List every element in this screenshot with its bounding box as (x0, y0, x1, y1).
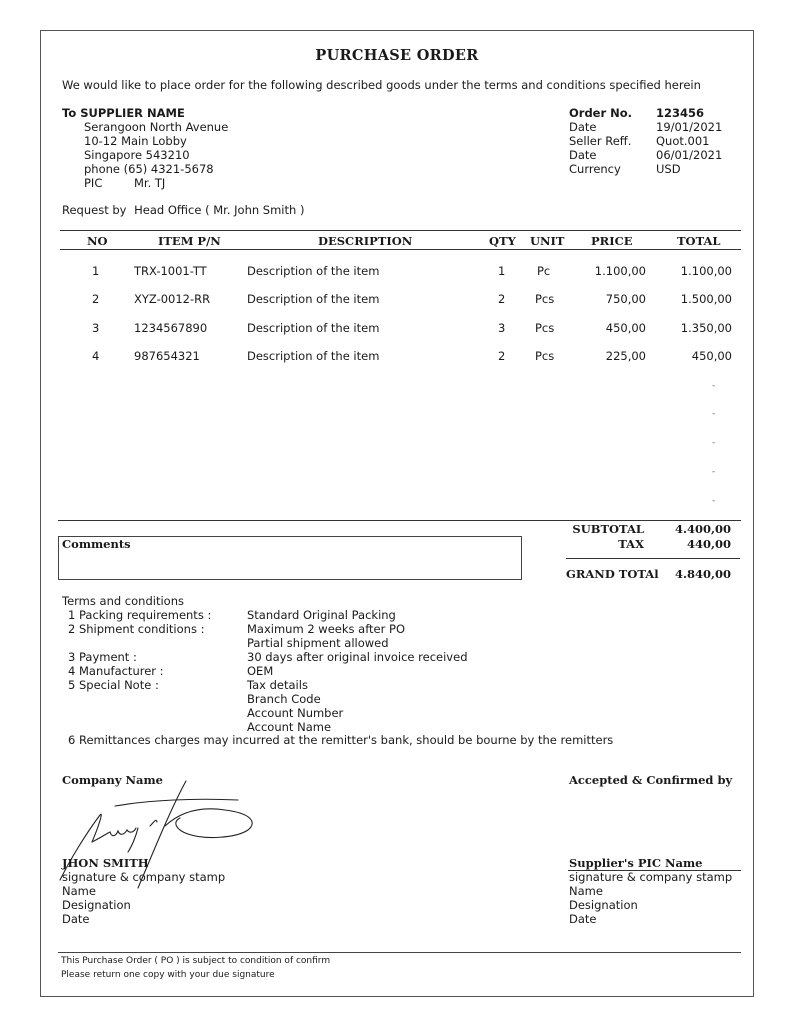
order-labels (569, 106, 632, 176)
empty-row-mark: - (712, 409, 716, 419)
terms-heading: Terms and conditions (62, 594, 184, 608)
table-row (0, 264, 794, 280)
cell-item: XYZ-0012-RR (134, 292, 211, 306)
cell-description: Description of the item (247, 292, 380, 306)
tax-label: TAX (618, 537, 644, 551)
request-value: Head Office ( Mr. John Smith ) (134, 203, 305, 217)
order-date-label: Date (569, 120, 597, 134)
col-header-description: DESCRIPTION (318, 234, 413, 248)
empty-row-mark: - (712, 496, 716, 506)
sig-line: Designation (569, 898, 638, 912)
term-value: 30 days after original invoice received (247, 650, 468, 664)
cell-unit: Pc (537, 264, 551, 278)
cell-description: Description of the item (247, 321, 380, 335)
table-bottom-rule (58, 520, 741, 521)
cell-description: Description of the item (247, 349, 380, 363)
term-value: Branch Code (247, 692, 321, 706)
cell-price: 750,00 (605, 292, 646, 306)
grand-total-label: GRAND TOTAl (566, 567, 659, 581)
sig-line: signature & company stamp (62, 870, 226, 884)
cell-item: 987654321 (134, 349, 200, 363)
cell-price: 1.100,00 (594, 264, 646, 278)
cell-no: 4 (92, 349, 100, 363)
cell-qty: 2 (498, 349, 506, 363)
cell-qty: 1 (498, 264, 506, 278)
supplier-pic-name: Supplier's PIC Name (569, 856, 703, 870)
cell-total: 1.100,00 (680, 264, 732, 278)
empty-row-mark: - (712, 438, 716, 448)
term-label: 3 Payment : (68, 650, 137, 664)
col-header-item: ITEM P/N (158, 234, 221, 248)
cell-total: 1.500,00 (680, 292, 732, 306)
term-value: Tax details (247, 678, 308, 692)
term-value: Partial shipment allowed (247, 636, 389, 650)
empty-row-mark: - (712, 381, 716, 391)
order-no-label: Order No. (569, 106, 633, 120)
table-top-rule (60, 230, 741, 231)
table-header-rule (60, 249, 741, 250)
supplier-address-3: Singapore 543210 (84, 148, 190, 162)
footer-rule (58, 952, 741, 953)
term-label: 1 Packing requirements : (68, 608, 212, 622)
pic-value: Mr. TJ (134, 176, 166, 190)
term-value: OEM (247, 664, 274, 678)
cell-price: 225,00 (605, 349, 646, 363)
col-header-unit: UNIT (530, 234, 565, 248)
currency-value: USD (656, 162, 681, 176)
sig-line: Name (569, 884, 603, 898)
document-title: PURCHASE ORDER (315, 47, 479, 64)
accepted-heading: Accepted & Confirmed by (569, 773, 733, 787)
term-item-6: 6 Remittances charges may incurred at the remitter's bank, should be bourne by the remitters (68, 733, 614, 747)
table-row (0, 292, 794, 308)
cell-total: 1.350,00 (680, 321, 732, 335)
term-value: Account Name (247, 720, 332, 734)
comments-box (58, 536, 522, 580)
comments-label: Comments (62, 537, 131, 551)
cell-item: TRX-1001-TT (134, 264, 207, 278)
col-header-total: TOTAL (677, 234, 721, 248)
supplier-address-2: 10-12 Main Lobby (84, 134, 187, 148)
term-label: 5 Special Note : (68, 678, 159, 692)
col-header-price: PRICE (591, 234, 633, 248)
footer-line-2: Please return one copy with your due signature (61, 970, 275, 980)
currency-label: Currency (569, 162, 621, 176)
pic-label: PIC (84, 176, 103, 190)
term-value: Maximum 2 weeks after PO (247, 622, 406, 636)
supplier-name-line (62, 106, 228, 120)
to-label: To (62, 106, 77, 120)
sig-line: Date (62, 912, 90, 926)
cell-qty: 2 (498, 292, 506, 306)
supplier-phone: phone (65) 4321-5678 (84, 162, 214, 176)
cell-no: 2 (92, 292, 100, 306)
cell-item: 1234567890 (134, 321, 208, 335)
term-value: Standard Original Packing (247, 608, 396, 622)
intro-text: We would like to place order for the following described goods under the terms and conditions specified herein (62, 78, 701, 92)
table-row (0, 321, 794, 337)
request-by (62, 203, 304, 217)
seller-reff-label: Seller Reff. (569, 134, 632, 148)
request-label: Request by (62, 203, 127, 217)
order-values (656, 106, 722, 176)
footer-line-1: This Purchase Order ( PO ) is subject to condition of confirm (61, 956, 331, 966)
subtotal-label: SUBTOTAL (572, 522, 644, 536)
term-value: Account Number (247, 706, 344, 720)
sig-line: signature & company stamp (569, 870, 733, 884)
signer-name: JHON SMITH (62, 856, 149, 870)
cell-unit: Pcs (535, 292, 555, 306)
cell-unit: Pcs (535, 349, 555, 363)
company-name: Company Name (62, 773, 163, 787)
term-label: 4 Manufacturer : (68, 664, 164, 678)
seller-date-label: Date (569, 148, 597, 162)
seller-date-value: 06/01/2021 (656, 148, 723, 162)
col-header-qty: QTY (489, 234, 516, 248)
totals-rule (566, 558, 740, 559)
sig-line: Designation (62, 898, 131, 912)
order-date-value: 19/01/2021 (656, 120, 723, 134)
cell-total: 450,00 (691, 349, 732, 363)
cell-qty: 3 (498, 321, 506, 335)
cell-no: 3 (92, 321, 100, 335)
seller-reff-value: Quot.001 (656, 134, 710, 148)
term-label: 2 Shipment conditions : (68, 622, 205, 636)
cell-description: Description of the item (247, 264, 380, 278)
cell-no: 1 (92, 264, 100, 278)
col-header-no: NO (87, 234, 108, 248)
table-row (0, 349, 794, 365)
sig-line: Date (569, 912, 597, 926)
tax-value: 440,00 (686, 537, 731, 551)
grand-total-value: 4.840,00 (674, 567, 731, 581)
supplier-block (62, 106, 228, 190)
subtotal-value: 4.400,00 (674, 522, 731, 536)
order-no-value: 123456 (656, 106, 705, 120)
sig-line: Name (62, 884, 96, 898)
supplier-name: SUPPLIER NAME (80, 106, 185, 120)
empty-row-mark: - (712, 467, 716, 477)
supplier-address-1: Serangoon North Avenue (84, 120, 229, 134)
supplier-pic (62, 176, 228, 190)
cell-unit: Pcs (535, 321, 555, 335)
cell-price: 450,00 (605, 321, 646, 335)
